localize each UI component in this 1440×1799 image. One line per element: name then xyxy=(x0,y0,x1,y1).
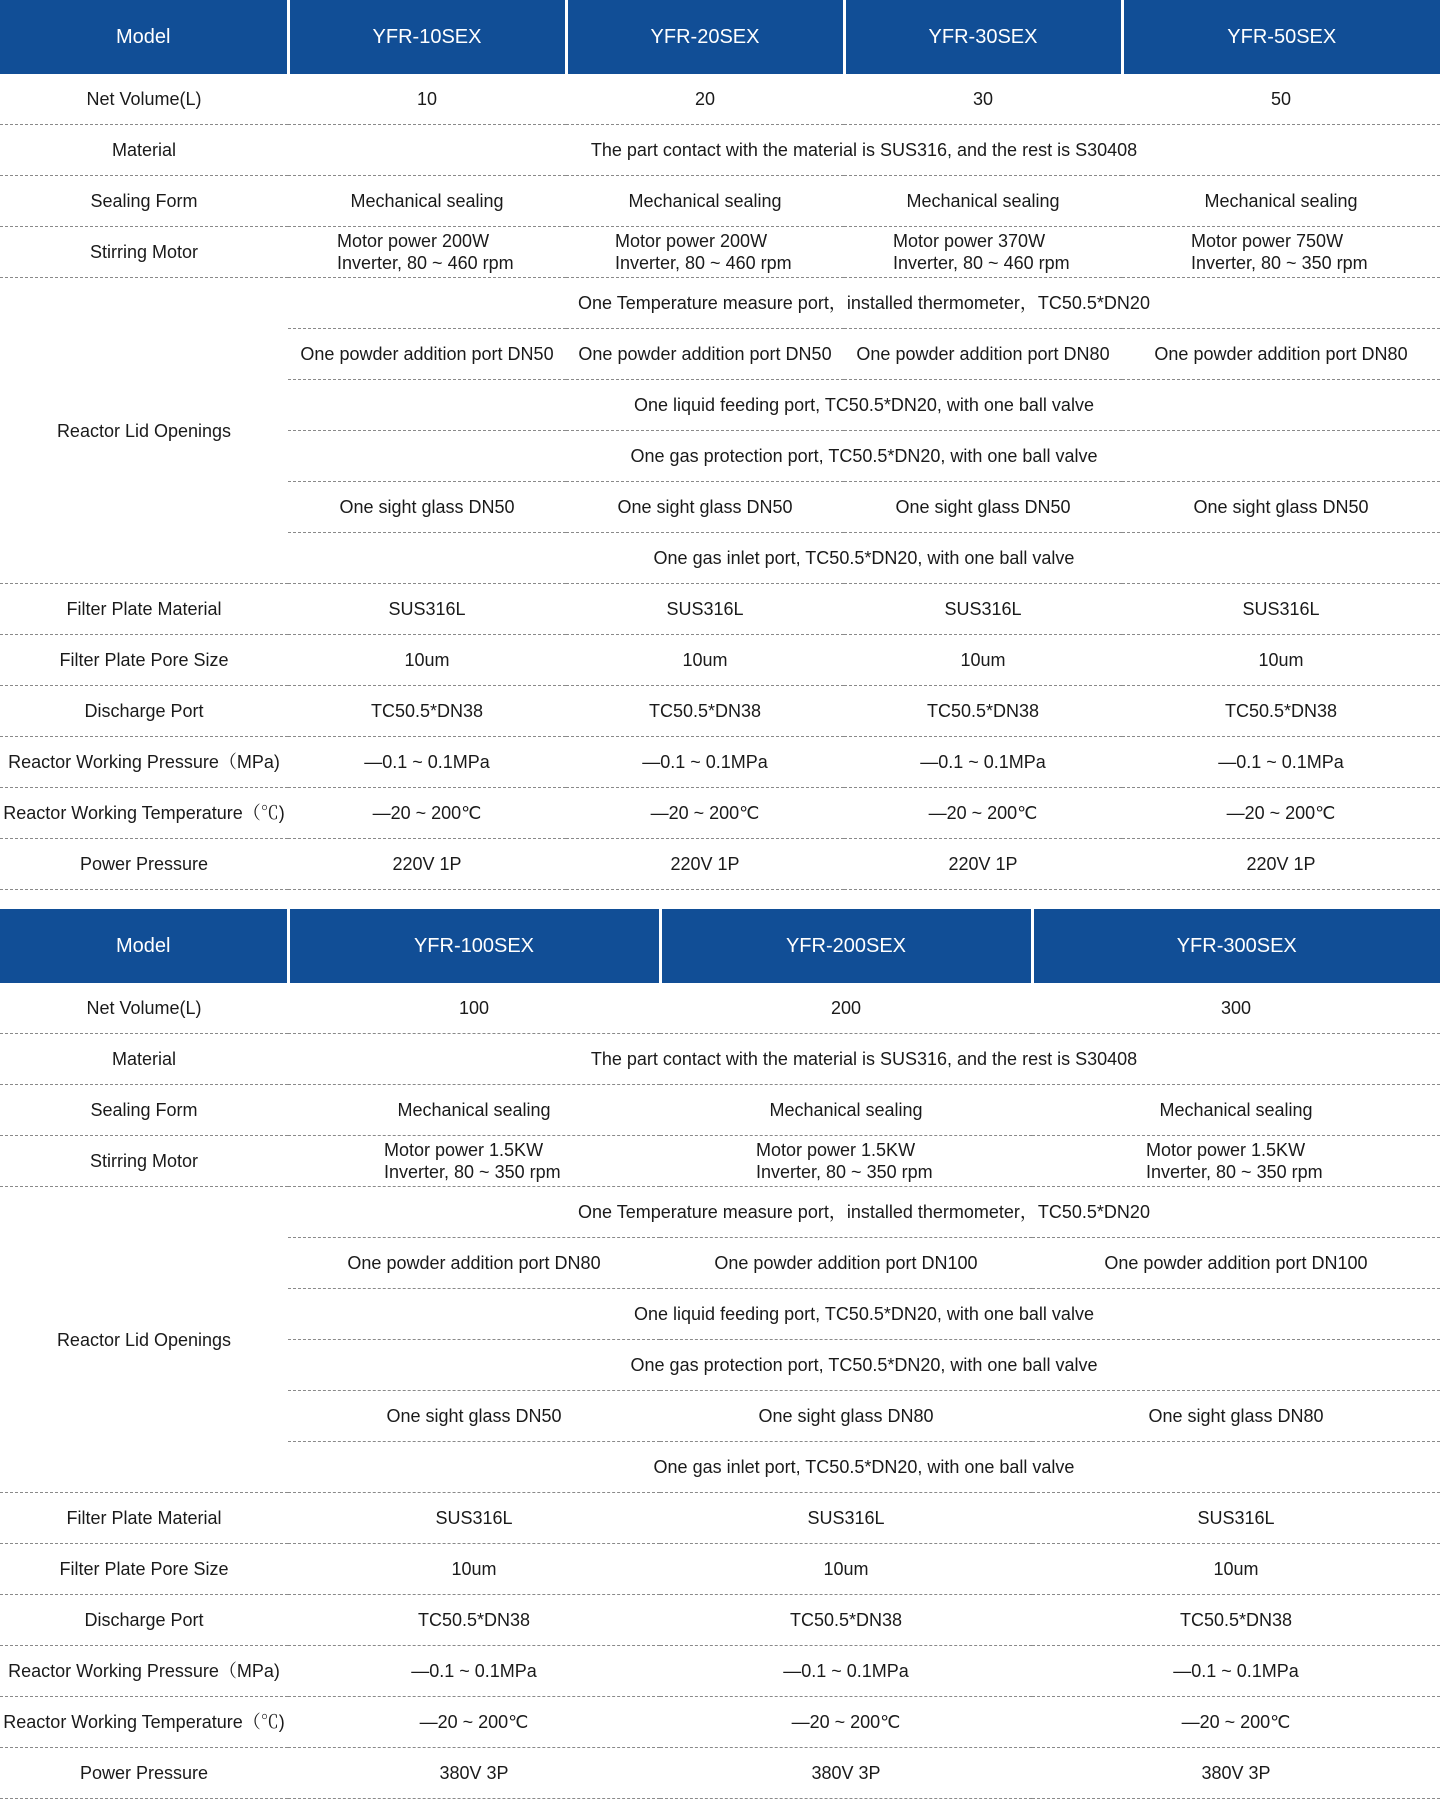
model-name: YFR-50SEX xyxy=(1122,0,1440,74)
cell-value: SUS316L xyxy=(844,584,1122,635)
row-filter-plate-pore-size xyxy=(0,635,1440,686)
cell-value: Mechanical sealing xyxy=(844,176,1122,227)
cell-value: 220V 1P xyxy=(844,839,1122,890)
cell-value: 10 xyxy=(288,74,566,125)
motor-power: Motor power 200W xyxy=(337,231,490,251)
motor-power: Motor power 1.5KW xyxy=(756,1140,916,1160)
row-label: Material xyxy=(0,1034,288,1085)
motor-inverter: Inverter, 80 ~ 350 rpm xyxy=(1146,1162,1323,1182)
cell-value: TC50.5*DN38 xyxy=(288,686,566,737)
model-name: YFR-100SEX xyxy=(288,909,660,983)
cell-value: —0.1 ~ 0.1MPa xyxy=(288,1646,660,1697)
cell-value: One gas inlet port, TC50.5*DN20, with one ball valve xyxy=(288,533,1440,584)
cell-value: One powder addition port DN100 xyxy=(1032,1238,1440,1289)
cell-value: —20 ~ 200℃ xyxy=(844,788,1122,839)
cell-value: 20 xyxy=(566,74,844,125)
cell-value: 300 xyxy=(1032,983,1440,1034)
row-label: Reactor Lid Openings xyxy=(0,278,288,584)
row-label: Net Volume(L) xyxy=(0,983,288,1034)
row-material xyxy=(0,125,1440,176)
cell-value: One gas protection port, TC50.5*DN20, with one ball valve xyxy=(288,431,1440,482)
row-label: Power Pressure xyxy=(0,839,288,890)
cell-value: One powder addition port DN80 xyxy=(1122,329,1440,380)
cell-value: —20 ~ 200℃ xyxy=(1032,1697,1440,1748)
cell-value: One gas inlet port, TC50.5*DN20, with one ball valve xyxy=(288,1442,1440,1493)
cell-value xyxy=(660,1136,1032,1187)
cell-value: 380V 3P xyxy=(660,1748,1032,1799)
cell-value: TC50.5*DN38 xyxy=(660,1595,1032,1646)
cell-value: One sight glass DN50 xyxy=(844,482,1122,533)
cell-value: One powder addition port DN80 xyxy=(844,329,1122,380)
row-label: Reactor Working Pressure（MPa) xyxy=(0,1646,288,1697)
cell-value: 220V 1P xyxy=(566,839,844,890)
cell-value: 10um xyxy=(1032,1544,1440,1595)
model-name: YFR-10SEX xyxy=(288,0,566,74)
cell-value: Mechanical sealing xyxy=(566,176,844,227)
row-label: Sealing Form xyxy=(0,176,288,227)
row-label: Stirring Motor xyxy=(0,227,288,278)
motor-inverter: Inverter, 80 ~ 460 rpm xyxy=(615,253,792,273)
cell-value: One liquid feeding port, TC50.5*DN20, with one ball valve xyxy=(288,380,1440,431)
spec-table-small-models xyxy=(0,0,1440,890)
motor-inverter: Inverter, 80 ~ 350 rpm xyxy=(756,1162,933,1182)
cell-value: One powder addition port DN50 xyxy=(288,329,566,380)
row-net-volume xyxy=(0,983,1440,1034)
cell-value: —0.1 ~ 0.1MPa xyxy=(1032,1646,1440,1697)
cell-value: —0.1 ~ 0.1MPa xyxy=(660,1646,1032,1697)
cell-value: 100 xyxy=(288,983,660,1034)
cell-value: SUS316L xyxy=(288,1493,660,1544)
cell-value xyxy=(288,227,566,278)
header-model-label: Model xyxy=(0,909,288,983)
cell-value: The part contact with the material is SUS316, and the rest is S30408 xyxy=(288,1034,1440,1085)
motor-power: Motor power 750W xyxy=(1191,231,1344,251)
motor-power: Motor power 1.5KW xyxy=(384,1140,544,1160)
cell-value: —20 ~ 200℃ xyxy=(288,1697,660,1748)
cell-value: TC50.5*DN38 xyxy=(566,686,844,737)
cell-value: The part contact with the material is SUS316, and the rest is S30408 xyxy=(288,125,1440,176)
cell-value: One powder addition port DN80 xyxy=(288,1238,660,1289)
cell-value: SUS316L xyxy=(1032,1493,1440,1544)
model-name: YFR-300SEX xyxy=(1032,909,1440,983)
row-working-pressure xyxy=(0,737,1440,788)
cell-value: TC50.5*DN38 xyxy=(844,686,1122,737)
row-filter-plate-pore-size xyxy=(0,1544,1440,1595)
cell-value: Mechanical sealing xyxy=(288,176,566,227)
cell-value: 380V 3P xyxy=(288,1748,660,1799)
cell-value: One Temperature measure port，installed thermometer，TC50.5*DN20 xyxy=(288,278,1440,329)
row-net-volume xyxy=(0,74,1440,125)
cell-value: Mechanical sealing xyxy=(288,1085,660,1136)
row-label: Material xyxy=(0,125,288,176)
row-discharge-port xyxy=(0,686,1440,737)
row-label: Sealing Form xyxy=(0,1085,288,1136)
row-discharge-port xyxy=(0,1595,1440,1646)
motor-inverter: Inverter, 80 ~ 350 rpm xyxy=(384,1162,561,1182)
cell-value: 220V 1P xyxy=(288,839,566,890)
cell-value xyxy=(1032,1136,1440,1187)
header-row xyxy=(0,909,1440,983)
cell-value: One Temperature measure port，installed thermometer，TC50.5*DN20 xyxy=(288,1187,1440,1238)
cell-value: 220V 1P xyxy=(1122,839,1440,890)
model-name: YFR-200SEX xyxy=(660,909,1032,983)
cell-value: —20 ~ 200℃ xyxy=(1122,788,1440,839)
cell-value: 30 xyxy=(844,74,1122,125)
cell-value: 10um xyxy=(288,635,566,686)
row-label: Power Pressure xyxy=(0,1748,288,1799)
row-label: Reactor Lid Openings xyxy=(0,1187,288,1493)
cell-value: SUS316L xyxy=(1122,584,1440,635)
model-name: YFR-20SEX xyxy=(566,0,844,74)
row-working-pressure xyxy=(0,1646,1440,1697)
cell-value xyxy=(1122,227,1440,278)
row-sealing-form xyxy=(0,176,1440,227)
cell-value: 10um xyxy=(288,1544,660,1595)
row-material xyxy=(0,1034,1440,1085)
row-sealing-form xyxy=(0,1085,1440,1136)
header-model-label: Model xyxy=(0,0,288,74)
header-row xyxy=(0,0,1440,74)
cell-value: —20 ~ 200℃ xyxy=(566,788,844,839)
cell-value: 10um xyxy=(1122,635,1440,686)
cell-value: One sight glass DN80 xyxy=(660,1391,1032,1442)
cell-value: 50 xyxy=(1122,74,1440,125)
motor-power: Motor power 370W xyxy=(893,231,1046,251)
cell-value: —0.1 ~ 0.1MPa xyxy=(288,737,566,788)
row-filter-plate-material xyxy=(0,1493,1440,1544)
row-label: Reactor Working Temperature（℃) xyxy=(0,788,288,839)
row-label: Discharge Port xyxy=(0,1595,288,1646)
motor-power: Motor power 200W xyxy=(615,231,768,251)
cell-value: 10um xyxy=(566,635,844,686)
cell-value xyxy=(566,227,844,278)
row-power-pressure xyxy=(0,839,1440,890)
cell-value: One sight glass DN50 xyxy=(1122,482,1440,533)
row-stirring-motor xyxy=(0,227,1440,278)
cell-value: One gas protection port, TC50.5*DN20, with one ball valve xyxy=(288,1340,1440,1391)
motor-inverter: Inverter, 80 ~ 460 rpm xyxy=(337,253,514,273)
cell-value: One sight glass DN50 xyxy=(566,482,844,533)
model-name: YFR-30SEX xyxy=(844,0,1122,74)
cell-value: —0.1 ~ 0.1MPa xyxy=(566,737,844,788)
row-working-temperature xyxy=(0,1697,1440,1748)
motor-inverter: Inverter, 80 ~ 350 rpm xyxy=(1191,253,1368,273)
cell-value: 10um xyxy=(844,635,1122,686)
cell-value: TC50.5*DN38 xyxy=(1032,1595,1440,1646)
motor-power: Motor power 1.5KW xyxy=(1146,1140,1306,1160)
row-power-pressure xyxy=(0,1748,1440,1799)
row-filter-plate-material xyxy=(0,584,1440,635)
cell-value: SUS316L xyxy=(566,584,844,635)
cell-value: One sight glass DN50 xyxy=(288,482,566,533)
spec-table-large-models xyxy=(0,909,1440,1799)
row-label: Stirring Motor xyxy=(0,1136,288,1187)
cell-value: Mechanical sealing xyxy=(660,1085,1032,1136)
row-label: Reactor Working Temperature（℃) xyxy=(0,1697,288,1748)
cell-value: SUS316L xyxy=(288,584,566,635)
row-label: Filter Plate Material xyxy=(0,584,288,635)
row-lid-temperature-port xyxy=(0,1187,1440,1238)
row-label: Discharge Port xyxy=(0,686,288,737)
cell-value: —0.1 ~ 0.1MPa xyxy=(1122,737,1440,788)
row-working-temperature xyxy=(0,788,1440,839)
cell-value: —0.1 ~ 0.1MPa xyxy=(844,737,1122,788)
row-label: Net Volume(L) xyxy=(0,74,288,125)
cell-value: 200 xyxy=(660,983,1032,1034)
cell-value: One powder addition port DN100 xyxy=(660,1238,1032,1289)
row-label: Filter Plate Material xyxy=(0,1493,288,1544)
cell-value: 10um xyxy=(660,1544,1032,1595)
cell-value: One powder addition port DN50 xyxy=(566,329,844,380)
row-label: Filter Plate Pore Size xyxy=(0,635,288,686)
cell-value: 380V 3P xyxy=(1032,1748,1440,1799)
row-label: Filter Plate Pore Size xyxy=(0,1544,288,1595)
cell-value xyxy=(288,1136,660,1187)
cell-value: —20 ~ 200℃ xyxy=(660,1697,1032,1748)
motor-inverter: Inverter, 80 ~ 460 rpm xyxy=(893,253,1070,273)
row-label: Reactor Working Pressure（MPa) xyxy=(0,737,288,788)
cell-value: TC50.5*DN38 xyxy=(1122,686,1440,737)
cell-value: TC50.5*DN38 xyxy=(288,1595,660,1646)
cell-value: One sight glass DN50 xyxy=(288,1391,660,1442)
cell-value: One liquid feeding port, TC50.5*DN20, with one ball valve xyxy=(288,1289,1440,1340)
cell-value: —20 ~ 200℃ xyxy=(288,788,566,839)
cell-value xyxy=(844,227,1122,278)
row-stirring-motor xyxy=(0,1136,1440,1187)
cell-value: SUS316L xyxy=(660,1493,1032,1544)
row-lid-temperature-port xyxy=(0,278,1440,329)
cell-value: Mechanical sealing xyxy=(1122,176,1440,227)
cell-value: One sight glass DN80 xyxy=(1032,1391,1440,1442)
cell-value: Mechanical sealing xyxy=(1032,1085,1440,1136)
